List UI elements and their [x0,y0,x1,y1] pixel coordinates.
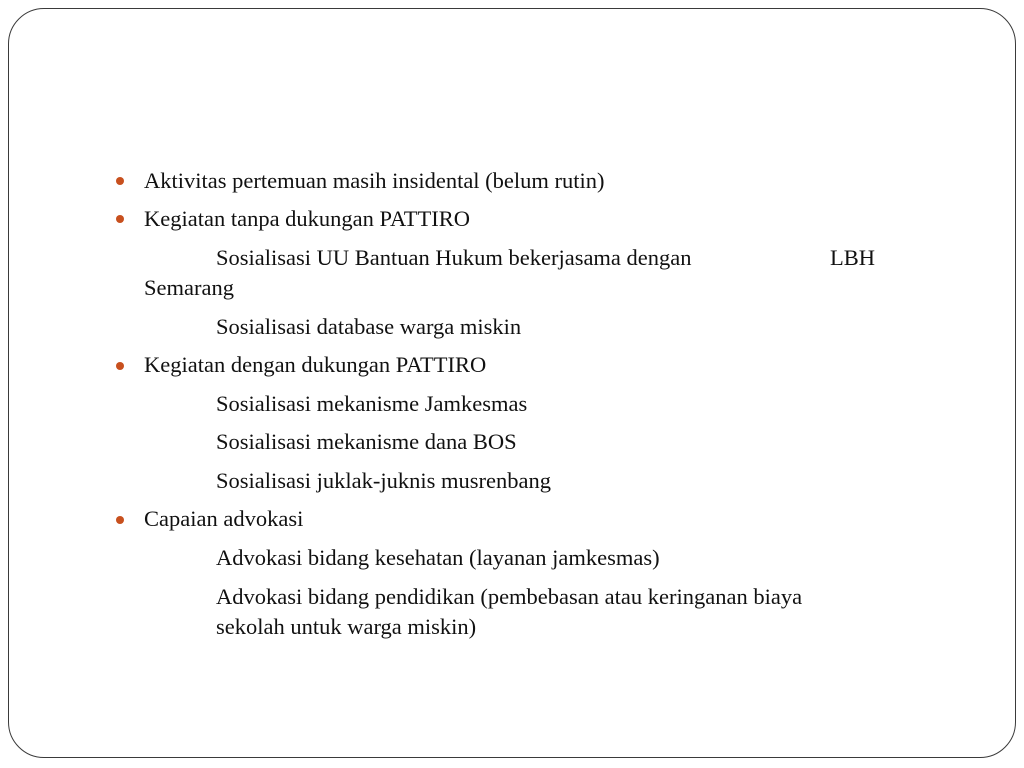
bullet-dot-icon [116,362,124,370]
sub-item-sosialisasi-uu: Sosialisasi UU Bantuan Hukum bekerjasama dengan [216,245,692,270]
sub-item-sosialisasi-database: Sosialisasi database warga miskin [216,314,522,339]
bullet-item-aktivitas: Aktivitas pertemuan masih insidental (belum rutin) [144,168,605,193]
sub-item-advokasi-pendidikan: Advokasi bidang pendidikan (pembebasan atau keringanan biaya [216,584,803,609]
sub-item-advokasi-pendidikan-cont: sekolah untuk warga miskin) [216,614,477,639]
bullet-dot-icon [116,215,124,223]
slide-frame [8,8,1016,758]
sub-item-sosialisasi-jamkesmas: Sosialisasi mekanisme Jamkesmas [216,391,528,416]
sub-item-sosialisasi-juklak: Sosialisasi juklak-juknis musrenbang [216,468,551,493]
bullet-item-capaian: Capaian advokasi [144,506,304,531]
sub-item-sosialisasi-uu-semarang: Semarang [144,275,234,300]
bullet-item-kegiatan-dengan: Kegiatan dengan dukungan PATTIRO [144,352,487,377]
sub-item-advokasi-kesehatan: Advokasi bidang kesehatan (layanan jamkesmas) [216,545,660,570]
bullet-dot-icon [116,516,124,524]
sub-item-sosialisasi-uu-lbh: LBH [830,245,875,270]
bullet-item-kegiatan-tanpa: Kegiatan tanpa dukungan PATTIRO [144,206,470,231]
bullet-dot-icon [116,177,124,185]
sub-item-sosialisasi-bos: Sosialisasi mekanisme dana BOS [216,429,517,454]
